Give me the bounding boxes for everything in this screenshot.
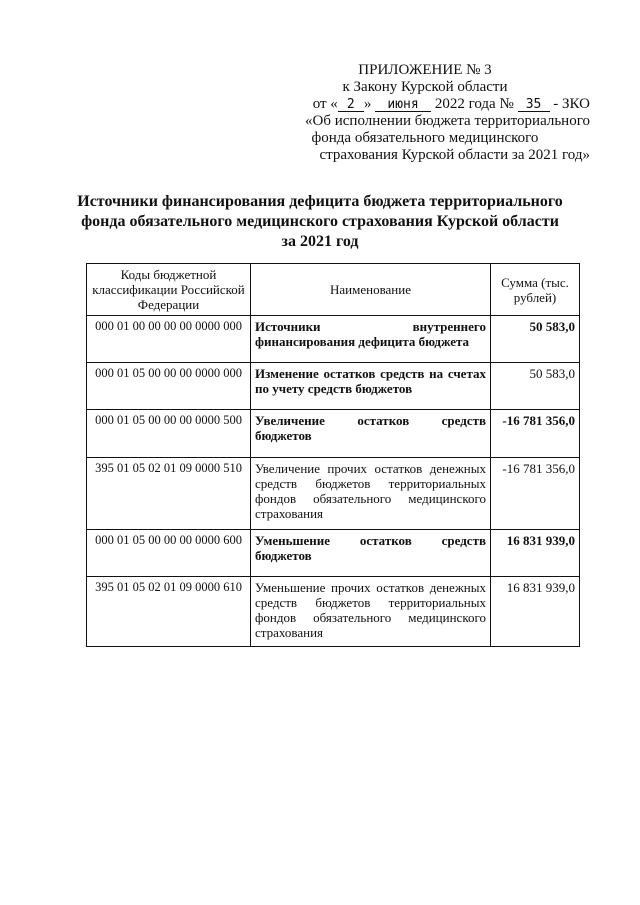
row-sum: 50 583,0 [491,316,580,363]
handwritten-month: июня [375,98,431,112]
row-code: 395 01 05 02 01 09 0000 510 [87,458,251,530]
appendix-subject-line2: фонда обязательного медицинского [311,130,539,146]
row-name: Изменение остатков средств на счетах по учету средств бюджетов [251,363,491,410]
document-title-line2: фонда обязательного медицинского страхования Курской области [81,213,559,230]
appendix-title: ПРИЛОЖЕНИЕ № 3 [358,62,492,78]
row-name: Уменьшение прочих остатков денежных средств бюджетов территориальных фондов обязательного медицинского страхования [251,577,491,647]
document-title-line1: Источники финансирования дефицита бюджета территориального [77,193,563,210]
row-code: 395 01 05 02 01 09 0000 610 [87,577,251,647]
year-text: 2022 года № [434,96,514,112]
row-sum: 50 583,0 [491,363,580,410]
financing-sources-table [86,263,580,647]
handwritten-day: 2 [338,98,364,112]
table-row [87,410,580,458]
table-header-row [87,264,580,316]
document-title-line3: за 2021 год [281,233,359,250]
date-prefix: от « [312,96,338,112]
table-row [87,530,580,577]
row-name: Уменьшение остатков средств бюджетов [251,530,491,577]
header-name: Наименование [251,264,491,316]
row-name: Источники внутреннего финансирования дефицита бюджета [251,316,491,363]
table-row [87,577,580,647]
appendix-subject-line1: «Об исполнении бюджета территориального [305,113,590,129]
appendix-subject-line3: страхования Курской области за 2021 год» [319,147,590,163]
row-code: 000 01 05 00 00 00 0000 600 [87,530,251,577]
appendix-to-law: к Закону Курской области [342,79,508,95]
table-row [87,316,580,363]
row-code: 000 01 00 00 00 00 0000 000 [87,316,251,363]
appendix-header [260,62,590,164]
appendix-date-line [260,96,590,113]
row-code: 000 01 05 00 00 00 0000 500 [87,410,251,458]
table-row [87,363,580,410]
law-suffix: - ЗКО [553,96,590,112]
date-mid: » [363,96,372,112]
row-sum: 16 831 939,0 [491,577,580,647]
handwritten-law-number: 35 [518,98,550,112]
header-code: Коды бюджетной классификации Российской Федерации [87,264,251,316]
table-row [87,458,580,530]
row-name: Увеличение остатков средств бюджетов [251,410,491,458]
document-title [60,192,580,252]
row-code: 000 01 05 00 00 00 0000 000 [87,363,251,410]
row-sum: 16 831 939,0 [491,530,580,577]
row-sum: -16 781 356,0 [491,458,580,530]
row-sum: -16 781 356,0 [491,410,580,458]
header-sum: Сумма (тыс. рублей) [491,264,580,316]
row-name: Увеличение прочих остатков денежных средств бюджетов территориальных фондов обязательного медицинского страхования [251,458,491,530]
